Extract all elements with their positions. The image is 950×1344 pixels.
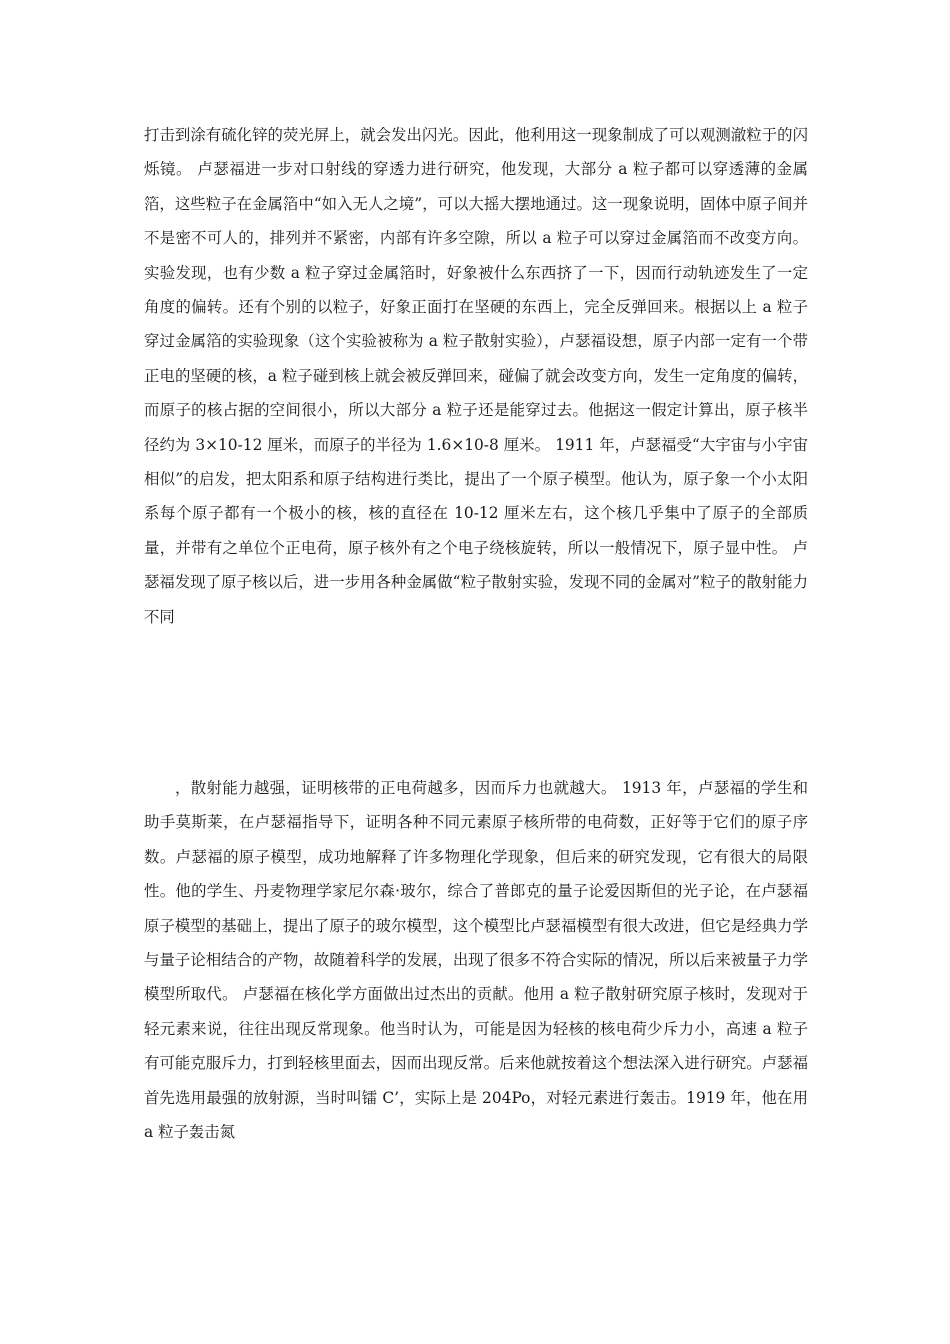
body-paragraph-1: 打击到涂有硫化锌的荧光屏上，就会发出闪光。因此，他利用这一现象制成了可以观测澈粒于的闪烁镜。 卢瑟福进一步对口射线的穿透力进行研究，他发现，大部分 a 粒子都可以穿透薄的金属箔，这些粒子在金属箔中“如入无人之境”，可以大摇大摆地通过。这一现象说明，固体中原子间并不是密不可人的，排列并不紧密，内部有许多空隙，所以 a 粒子可以穿过金属箔而不改变方向。 实验发现，也有少数 a 粒子穿过金属箔时，好象被什么东西挤了一下，因而行动轨迹发生了一定角度的偏转。还有个别的以粒子，好象正面打在坚硬的东西上，完全反弹回来。根据以上 a 粒子穿过金属箔的实验现象（这个实验被称为 a 粒子散射实验），卢瑟福设想，原子内部一定有一个带正电的坚硬的核，a 粒子碰到核上就会被反弹回来，碰偏了就会改变方向，发生一定角度的偏转，而原子的核占据的空间很小，所以大部分 a 粒子还是能穿过去。他据这一假定计算出，原子核半径约为 3×10-12 厘米，而原子的半径为 1.6×10-8 厘米。 1911 年，卢瑟福受“大宇宙与小宇宙相似”的启发，把太阳系和原子结构进行类比，提出了一个原子模型。他认为，原子象一个小太阳系每个原子都有一个极小的核，核的直径在 10-12 厘米左右，这个核几乎集中了原子的全部质量，并带有之单位个正电荷，原子核外有之个电子绕核旋转，所以一般情况下，原子显中性。 卢瑟福发现了原子核以后，进一步用各种金属做“粒子散射实验，发现不同的金属对”粒子的散射能力不同 [144, 126, 808, 626]
body-paragraph-2: ，散射能力越强，证明核带的正电荷越多，因而斥力也就越大。 1913 年，卢瑟福的学生和助手莫斯莱，在卢瑟福指导下，证明各种不同元素原子核所带的电荷数，正好等于它们的原子序数。卢瑟福的原子模型，成功地解释了许多物理化学现象，但后来的研究发现，它有很大的局限性。他的学生、丹麦物理学家尼尔森·玻尔，综合了普郎克的量子论爱因斯但的光子论，在卢瑟福原子模型的基础上，提出了原子的玻尔模型，这个模型比卢瑟福模型有很大改进，但它是经典力学与量子论相结合的产物，故随着科学的发展，出现了很多不符合实际的情况，所以后来被量子力学模型所取代。 卢瑟福在核化学方面做出过杰出的贡献。他用 a 粒子散射研究原子核时，发现对于轻元素来说，往往出现反常现象。他当时认为，可能是因为轻核的核电荷少斥力小，高速 a 粒子有可能克服斥力，打到轻核里面去，因而出现反常。后来他就按着这个想法深入进行研究。卢瑟福首先选用最强的放射源，当时叫镭 C’，实际上是 204Po，对轻元素进行轰击。1919 年，他在用 a 粒子轰击氮 [144, 779, 808, 1142]
